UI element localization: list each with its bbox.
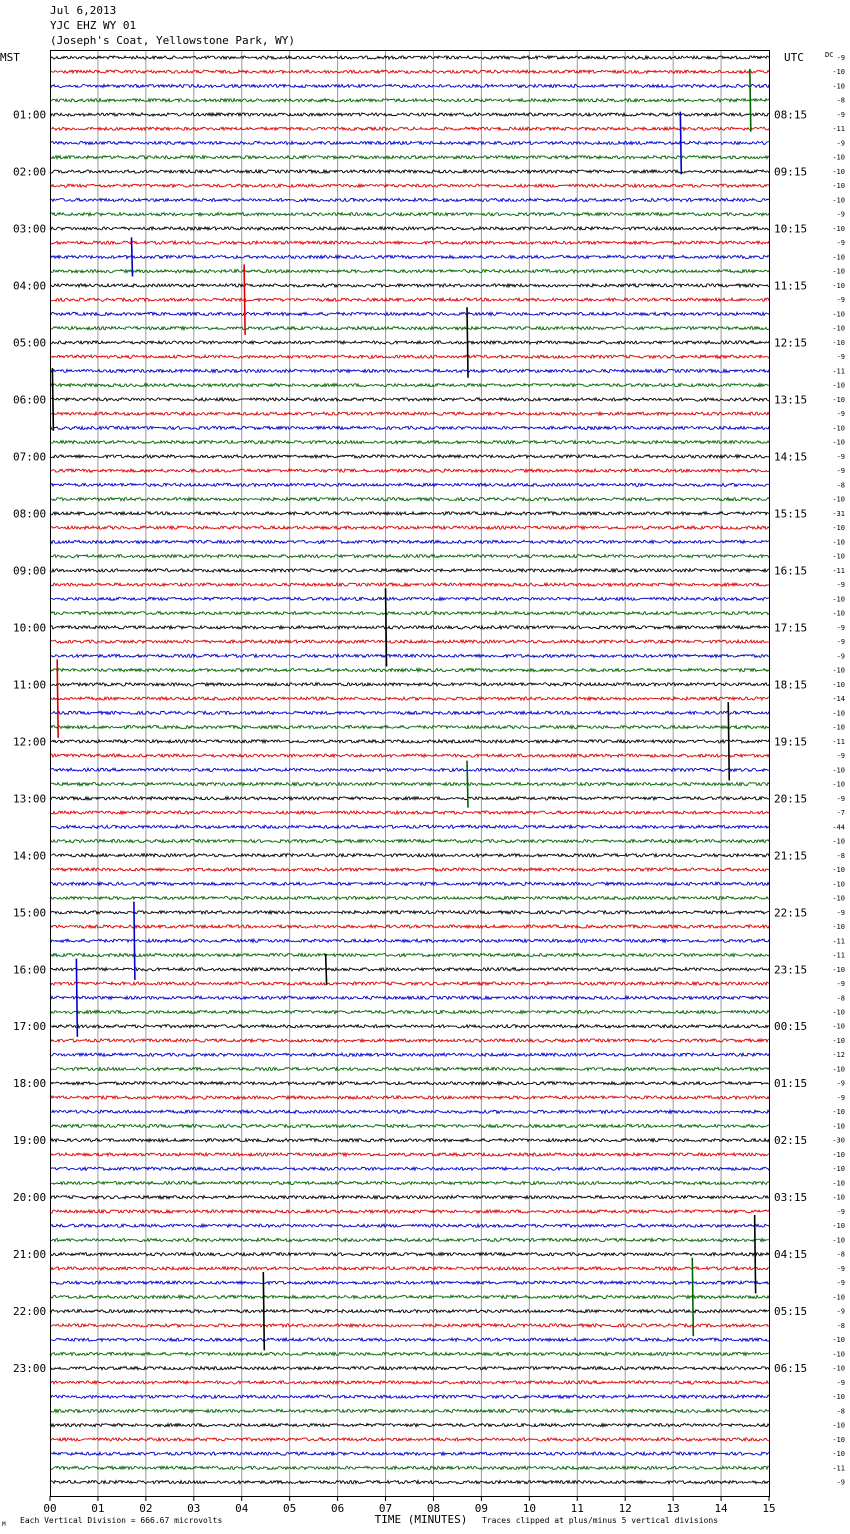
dc-offset-label: -10 (832, 82, 845, 91)
event-spike-11 (326, 954, 327, 985)
trace-row-76 (50, 1139, 769, 1142)
dc-offset-label: -9 (836, 410, 845, 419)
utc-hour-label: 19:15 (774, 735, 808, 749)
dc-offset-label: -10 (832, 196, 845, 205)
dc-offset-label: -10 (832, 538, 845, 547)
trace-row-46 (50, 711, 769, 714)
trace-row-84 (50, 1253, 769, 1256)
dc-offset-label: -14 (832, 695, 845, 704)
event-spike-2 (131, 237, 132, 276)
dc-offset-label: -10 (832, 1165, 845, 1174)
trace-row-35 (50, 555, 769, 558)
trace-row-57 (50, 868, 769, 871)
event-spike-6 (386, 588, 387, 666)
x-tick-label: 03 (187, 1502, 201, 1515)
dc-offset-label: -8 (836, 851, 845, 860)
trace-row-4 (50, 113, 769, 116)
trace-row-32 (50, 512, 769, 515)
mst-hour-label: 11:00 (13, 678, 47, 692)
trace-row-63 (50, 953, 769, 956)
utc-hour-label: 17:15 (774, 621, 808, 635)
mst-hour-label: 17:00 (13, 1020, 47, 1034)
trace-row-74 (50, 1110, 769, 1113)
utc-hour-label: 04:15 (774, 1248, 808, 1262)
utc-hour-label: 00:15 (774, 1020, 808, 1034)
dc-offset-label: -10 (832, 1222, 845, 1231)
dc-offset-label: -10 (832, 837, 845, 846)
utc-hour-label: 05:15 (774, 1305, 808, 1319)
dc-offset-label: -9 (836, 652, 845, 661)
dc-offset-label: -10 (832, 1364, 845, 1373)
trace-row-56 (50, 854, 769, 857)
trace-row-14 (50, 255, 769, 258)
trace-row-92 (50, 1367, 769, 1370)
mst-hour-label: 03:00 (13, 222, 47, 236)
dc-offset-label: -9 (836, 353, 845, 362)
dc-offset-label: -10 (832, 68, 845, 77)
utc-label: UTC (784, 51, 804, 64)
dc-offset-label: -10 (832, 1336, 845, 1345)
x-tick-label: 05 (283, 1502, 297, 1515)
dc-offset-label: -10 (832, 395, 845, 404)
dc-offset-label: -10 (832, 1179, 845, 1188)
trace-row-53 (50, 811, 769, 814)
dc-offset-label: -10 (832, 866, 845, 874)
trace-row-54 (50, 825, 769, 828)
trace-row-44 (50, 683, 769, 686)
dc-offset-labels (832, 54, 845, 1487)
dc-offset-label: -10 (832, 524, 845, 533)
dc-offset-label: -10 (832, 324, 845, 333)
mst-hour-label: 02:00 (13, 165, 47, 179)
trace-row-40 (50, 626, 769, 629)
dc-offset-label: -10 (832, 552, 845, 561)
trace-row-49 (50, 754, 769, 757)
dc-offset-label: -9 (836, 467, 845, 476)
station-code: YJC EHZ WY 01 (50, 19, 137, 32)
dc-offset-label: -10 (832, 894, 845, 903)
trace-row-27 (50, 441, 769, 444)
dc-offset-label: -8 (836, 1321, 845, 1330)
trace-row-39 (50, 612, 769, 615)
dc-offset-label: -10 (832, 1037, 845, 1045)
dc-offset-label: -9 (836, 1079, 845, 1088)
mst-hour-label: 04:00 (13, 279, 47, 293)
dc-offset-label: -9 (836, 908, 845, 917)
trace-row-64 (50, 968, 769, 971)
dc-offset-label: -9 (836, 1279, 845, 1288)
trace-row-73 (50, 1096, 769, 1099)
seismic-events (52, 69, 755, 1351)
station-location: (Joseph's Coat, Yellowstone Park, WY) (50, 34, 296, 47)
dc-offset-label: -10 (832, 723, 845, 732)
dc-offset-label: -10 (832, 923, 845, 931)
dc-offset-label: -10 (832, 253, 845, 262)
mst-hour-label: 05:00 (13, 336, 47, 350)
trace-row-50 (50, 768, 769, 771)
trace-row-1 (50, 70, 769, 73)
trace-row-34 (50, 540, 769, 543)
trace-row-70 (50, 1053, 769, 1056)
dc-offset-label: -9 (836, 581, 845, 590)
dc-offset-label: -8 (836, 1407, 845, 1416)
dc-label: DC (825, 51, 834, 59)
utc-hour-label: 11:15 (774, 279, 808, 293)
trace-row-96 (50, 1424, 769, 1427)
mst-hour-label: 15:00 (13, 906, 47, 920)
dc-offset-label: -10 (832, 1236, 845, 1245)
trace-row-5 (50, 127, 769, 130)
dc-offset-label: -9 (836, 210, 845, 219)
mst-hour-label: 09:00 (13, 564, 47, 578)
dc-offset-label: -11 (832, 125, 845, 134)
dc-offset-label: -9 (836, 638, 845, 647)
dc-offset-label: -9 (836, 139, 845, 148)
dc-offset-label: -9 (836, 1264, 845, 1273)
trace-row-60 (50, 911, 769, 914)
trace-row-10 (50, 198, 769, 201)
utc-hour-label: 01:15 (774, 1077, 808, 1091)
dc-offset-label: -10 (832, 168, 845, 176)
seismic-traces (50, 56, 769, 1484)
mst-hour-label: 01:00 (13, 108, 47, 122)
mst-hour-label: 12:00 (13, 735, 47, 749)
trace-row-68 (50, 1025, 769, 1028)
trace-row-51 (50, 783, 769, 786)
dc-offset-label: -9 (836, 1378, 845, 1387)
dc-offset-label: -8 (836, 481, 845, 490)
trace-row-36 (50, 569, 769, 572)
dc-offset-label: -10 (832, 780, 845, 789)
event-spike-9 (467, 761, 468, 808)
dc-offset-label: -7 (836, 809, 845, 818)
dc-offset-label: -11 (832, 367, 845, 376)
trace-row-80 (50, 1196, 769, 1199)
trace-row-29 (50, 469, 769, 472)
utc-hour-label: 15:15 (774, 507, 808, 521)
dc-offset-label: -10 (832, 381, 845, 390)
dc-offset-label: -10 (832, 709, 845, 718)
mst-hour-label: 16:00 (13, 963, 47, 977)
mst-hour-label: 13:00 (13, 792, 47, 806)
utc-hour-label: 20:15 (774, 792, 808, 806)
trace-row-26 (50, 426, 769, 429)
dc-offset-label: -11 (832, 951, 845, 960)
dc-offset-label: -9 (836, 1478, 845, 1487)
dc-offset-label: -11 (832, 937, 845, 946)
dc-offset-label: -10 (832, 1350, 845, 1359)
trace-row-88 (50, 1310, 769, 1313)
trace-row-41 (50, 640, 769, 643)
trace-row-55 (50, 839, 769, 842)
dc-offset-label: -11 (832, 1464, 845, 1473)
event-spike-4 (467, 307, 468, 378)
dc-offset-label: -10 (832, 424, 845, 433)
dc-offset-label: -10 (832, 225, 845, 233)
dc-offset-label: -10 (832, 310, 845, 319)
trace-row-94 (50, 1395, 769, 1398)
utc-hour-label: 09:15 (774, 165, 808, 179)
trace-row-12 (50, 227, 769, 230)
x-tick-label: 11 (570, 1502, 584, 1515)
trace-row-99 (50, 1466, 769, 1469)
trace-row-38 (50, 597, 769, 600)
utc-hour-label: 03:15 (774, 1191, 808, 1205)
dc-offset-label: -8 (836, 1250, 845, 1259)
trace-row-62 (50, 939, 769, 942)
event-spike-1 (680, 112, 681, 175)
utc-hour-label: 23:15 (774, 963, 808, 977)
dc-offset-label: -10 (832, 595, 845, 604)
utc-hour-label: 02:15 (774, 1134, 808, 1148)
trace-row-91 (50, 1352, 769, 1355)
event-spike-12 (76, 959, 77, 1037)
mst-hour-label: 20:00 (13, 1191, 47, 1205)
trace-row-31 (50, 498, 769, 501)
utc-hour-label: 12:15 (774, 336, 808, 350)
utc-hour-label: 16:15 (774, 564, 808, 578)
trace-row-13 (50, 241, 769, 244)
trace-row-0 (50, 56, 769, 59)
trace-row-65 (50, 982, 769, 985)
dc-offset-label: -10 (832, 182, 845, 191)
dc-offset-label: -9 (836, 752, 845, 761)
dc-offset-label: -10 (832, 1435, 845, 1444)
trace-row-18 (50, 312, 769, 315)
utc-hour-label: 14:15 (774, 450, 808, 464)
trace-row-7 (50, 156, 769, 159)
trace-row-95 (50, 1409, 769, 1412)
dc-offset-label: -9 (836, 794, 845, 803)
mst-hour-label: 22:00 (13, 1305, 47, 1319)
mst-label: MST (0, 51, 20, 64)
dc-offset-label: -10 (832, 495, 845, 504)
trace-row-20 (50, 341, 769, 344)
trace-row-66 (50, 996, 769, 999)
trace-row-3 (50, 99, 769, 102)
dc-offset-label: -9 (836, 54, 845, 62)
dc-offset-label: -10 (832, 1393, 845, 1402)
mst-hour-label: 19:00 (13, 1134, 47, 1148)
event-spike-7 (57, 659, 58, 737)
trace-row-87 (50, 1295, 769, 1298)
trace-row-48 (50, 740, 769, 743)
trace-row-77 (50, 1153, 769, 1156)
event-spike-13 (755, 1215, 756, 1293)
trace-row-71 (50, 1067, 769, 1070)
x-tick-label: 06 (330, 1502, 345, 1515)
trace-row-93 (50, 1381, 769, 1384)
dc-offset-label: -9 (836, 1208, 845, 1216)
trace-row-24 (50, 398, 769, 401)
event-spike-5 (52, 368, 53, 431)
x-tick-label: 09 (474, 1502, 489, 1515)
dc-offset-label: -9 (836, 296, 845, 305)
event-spike-10 (134, 902, 135, 980)
dc-offset-label: -10 (832, 680, 845, 689)
utc-hour-label: 13:15 (774, 393, 808, 407)
dc-offset-label: -9 (836, 239, 845, 248)
mst-hour-labels (13, 109, 46, 1376)
plot-frame (51, 51, 770, 1497)
event-spike-3 (244, 264, 245, 335)
trace-row-47 (50, 726, 769, 729)
trace-row-75 (50, 1124, 769, 1127)
dc-offset-label: -10 (832, 281, 845, 290)
trace-row-69 (50, 1039, 769, 1042)
event-spike-15 (263, 1272, 264, 1350)
x-tick-label: 13 (666, 1502, 680, 1515)
x-tick-label: 01 (91, 1502, 105, 1515)
trace-row-6 (50, 141, 769, 144)
trace-row-19 (50, 327, 769, 330)
utc-hour-label: 06:15 (774, 1362, 808, 1376)
x-tick-label: 10 (522, 1502, 536, 1515)
utc-hour-label: 18:15 (774, 678, 808, 692)
trace-row-37 (50, 583, 769, 586)
x-tick-label: 14 (714, 1502, 728, 1515)
trace-row-16 (50, 284, 769, 287)
dc-offset-label: -9 (836, 623, 845, 632)
trace-row-79 (50, 1181, 769, 1184)
dc-offset-label: -9 (836, 980, 845, 988)
x-tick-label: 00 (43, 1502, 57, 1515)
dc-offset-label: -10 (832, 1008, 845, 1017)
trace-row-23 (50, 384, 769, 387)
trace-row-85 (50, 1267, 769, 1270)
mst-hour-label: 10:00 (13, 621, 47, 635)
dc-offset-label: -8 (836, 96, 845, 105)
trace-row-22 (50, 369, 769, 372)
dc-offset-label: -44 (832, 823, 845, 832)
mst-hour-label: 07:00 (13, 450, 47, 464)
dc-offset-label: -10 (832, 1293, 845, 1302)
trace-row-11 (50, 213, 769, 216)
trace-row-61 (50, 925, 769, 928)
dc-offset-label: -10 (832, 1193, 845, 1202)
mst-hour-label: 06:00 (13, 393, 47, 407)
trace-row-67 (50, 1010, 769, 1013)
trace-row-90 (50, 1338, 769, 1341)
clip-note: Traces clipped at plus/minus 5 vertical divisions (482, 1516, 719, 1525)
dc-offset-label: -8 (836, 994, 845, 1003)
trace-row-17 (50, 298, 769, 301)
x-tick-label: 02 (139, 1502, 153, 1515)
mst-hour-label: 08:00 (13, 507, 47, 521)
trace-row-58 (50, 882, 769, 885)
trace-row-30 (50, 483, 769, 486)
dc-offset-label: -9 (836, 1094, 845, 1102)
utc-hour-label: 10:15 (774, 222, 808, 236)
x-tick-label: 07 (378, 1502, 393, 1515)
trace-row-8 (50, 170, 769, 173)
time-gridlines (98, 50, 721, 1496)
dc-offset-label: -9 (836, 1307, 845, 1316)
utc-hour-label: 21:15 (774, 849, 808, 863)
trace-row-89 (50, 1324, 769, 1327)
dc-offset-label: -10 (832, 1450, 845, 1459)
dc-offset-label: -10 (832, 965, 845, 974)
dc-offset-label: -10 (832, 766, 845, 775)
trace-row-9 (50, 184, 769, 187)
dc-offset-label: -10 (832, 1122, 845, 1131)
dc-offset-label: -10 (832, 1151, 845, 1159)
mst-hour-label: 21:00 (13, 1248, 47, 1262)
x-tick-label: 04 (235, 1502, 249, 1515)
dc-offset-label: -10 (832, 1421, 845, 1430)
dc-offset-label: -10 (832, 1108, 845, 1117)
dc-offset-label: -10 (832, 1065, 845, 1074)
trace-row-45 (50, 697, 769, 700)
scale-note: Each Vertical Division = 666.67 microvolts (20, 1516, 223, 1525)
dc-offset-label: -30 (832, 1136, 845, 1145)
trace-row-59 (50, 896, 769, 899)
mst-hour-label: 23:00 (13, 1362, 47, 1376)
trace-row-78 (50, 1167, 769, 1170)
event-spike-0 (750, 69, 751, 132)
trace-row-42 (50, 654, 769, 657)
trace-row-52 (50, 797, 769, 800)
mst-hour-label: 14:00 (13, 849, 47, 863)
trace-row-86 (50, 1281, 769, 1284)
dc-offset-label: -10 (832, 666, 845, 675)
dc-offset-label: -10 (832, 609, 845, 618)
x-axis-title: TIME (MINUTES) (374, 1513, 468, 1526)
event-spike-14 (692, 1258, 693, 1336)
dc-offset-label: -11 (832, 566, 845, 575)
trace-row-100 (50, 1481, 769, 1484)
trace-row-28 (50, 455, 769, 458)
trace-row-33 (50, 526, 769, 529)
dc-offset-label: -10 (832, 880, 845, 889)
plot-date: Jul 6,2013 (50, 4, 117, 17)
dc-offset-label: -12 (832, 1051, 845, 1060)
dc-offset-label: -9 (836, 452, 845, 461)
dc-offset-label: -10 (832, 1022, 845, 1031)
trace-row-82 (50, 1224, 769, 1227)
x-tick-label: 08 (426, 1502, 441, 1515)
trace-row-83 (50, 1238, 769, 1241)
x-tick-label: 15 (762, 1502, 776, 1515)
dc-offset-label: -10 (832, 267, 845, 276)
dc-offset-label: -9 (836, 111, 845, 119)
trace-row-81 (50, 1210, 769, 1213)
dc-offset-label: -10 (832, 338, 845, 347)
dc-offset-label: -10 (832, 438, 845, 447)
trace-row-97 (50, 1438, 769, 1441)
corner-mark: M (2, 1521, 6, 1528)
utc-hour-label: 08:15 (774, 108, 808, 122)
trace-row-25 (50, 412, 769, 415)
trace-row-98 (50, 1452, 769, 1455)
trace-row-2 (50, 84, 769, 87)
utc-hour-labels (774, 109, 807, 1376)
event-spike-8 (728, 702, 729, 780)
dc-offset-label: -11 (832, 737, 845, 746)
utc-hour-label: 22:15 (774, 906, 808, 920)
x-tick-label: 12 (618, 1502, 632, 1515)
dc-offset-label: -10 (832, 153, 845, 162)
trace-row-72 (50, 1082, 769, 1085)
trace-row-21 (50, 355, 769, 358)
mst-hour-label: 18:00 (13, 1077, 47, 1091)
trace-row-15 (50, 270, 769, 273)
dc-offset-label: -31 (832, 509, 845, 518)
trace-row-43 (50, 669, 769, 672)
